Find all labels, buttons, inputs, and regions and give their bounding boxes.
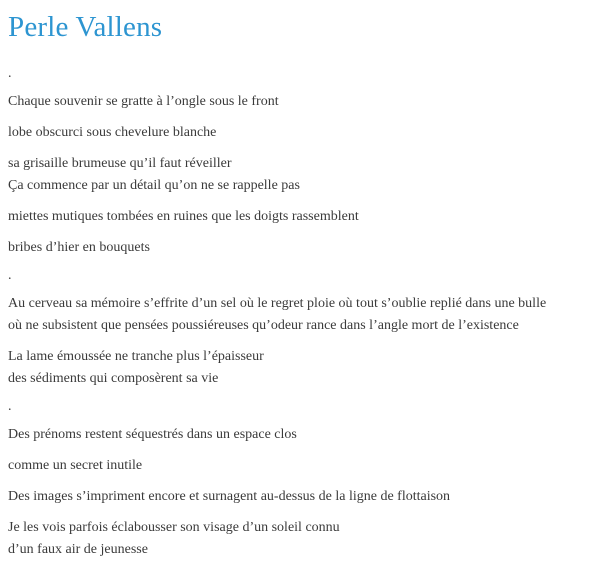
stanza-3 <box>8 424 610 561</box>
stanza-separator: . <box>8 66 12 81</box>
poem-title: Perle Vallens <box>8 11 163 43</box>
stanza-1 <box>8 91 610 259</box>
verse-line: Je les vois parfois éclabousser son visage d’un soleil connu <box>8 520 340 535</box>
verse-paragraph <box>8 517 610 561</box>
verse-line: comme un secret inutile <box>8 458 143 473</box>
verse-paragraph <box>8 153 610 197</box>
verse-line: miettes mutiques tombées en ruines que les doigts rassemblent <box>8 209 359 224</box>
poem-body <box>8 66 610 561</box>
verse-line: Chaque souvenir se gratte à l’ongle sous le front <box>8 94 279 109</box>
verse-line: Des images s’impriment encore et surnagent au-dessus de la ligne de flottaison <box>8 489 451 504</box>
verse-line: La lame émoussée ne tranche plus l’épaisseur <box>8 349 264 364</box>
verse-line: d’un faux air de jeunesse <box>8 542 148 557</box>
verse-line: bribes d’hier en bouquets <box>8 240 150 255</box>
verse-line: Ça commence par un détail qu’on ne se rappelle pas <box>8 178 300 193</box>
verse-line: sa grisaille brumeuse qu’il faut réveiller <box>8 156 232 171</box>
stanza-separator: . <box>8 268 12 283</box>
verse-line: Au cerveau sa mémoire s’effrite d’un sel où le regret ploie où tout s’oublie replié dans une bulle <box>8 296 547 311</box>
verse-line: lobe obscurci sous chevelure blanche <box>8 125 217 140</box>
verse-line: Des prénoms restent séquestrés dans un espace clos <box>8 427 297 442</box>
verse-line: où ne subsistent que pensées poussiéreuses qu’odeur rance dans l’angle mort de l’existence <box>8 318 519 333</box>
verse-paragraph <box>8 293 610 337</box>
verse-line: des sédiments qui composèrent sa vie <box>8 371 219 386</box>
stanza-2 <box>8 293 610 390</box>
stanza-separator: . <box>8 399 12 414</box>
verse-paragraph <box>8 346 610 390</box>
